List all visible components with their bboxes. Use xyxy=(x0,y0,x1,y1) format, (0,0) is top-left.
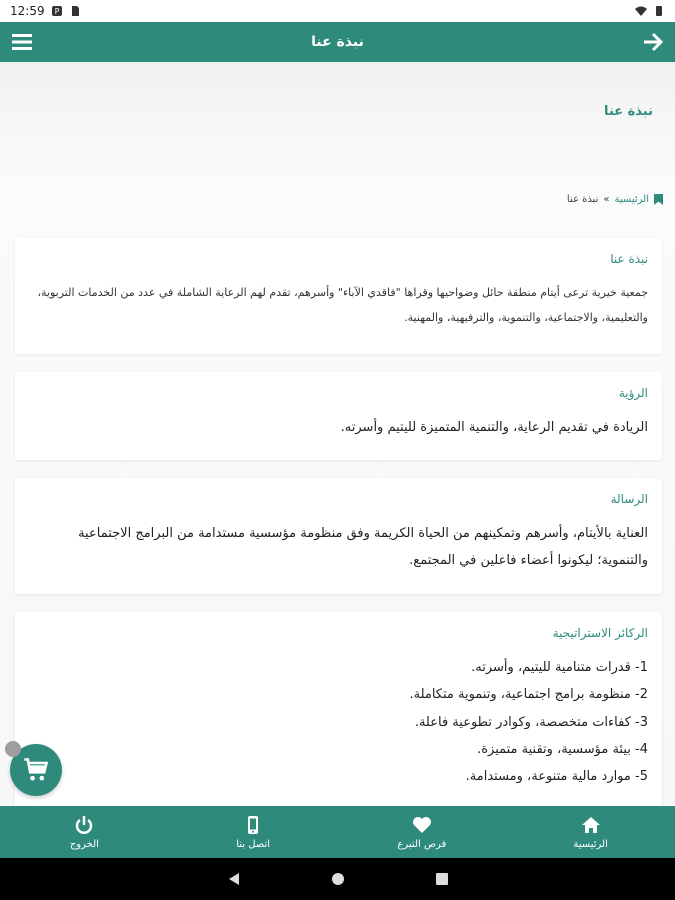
nav-contact-label: اتصل بنا xyxy=(236,838,271,850)
pillars-list xyxy=(29,654,648,790)
list-item: 4- بيئة مؤسسية، وتقنية متميزة. xyxy=(477,741,648,757)
bottom-navigation xyxy=(0,806,675,858)
nav-contact[interactable] xyxy=(169,806,338,858)
home-icon xyxy=(581,815,601,835)
bookmark-icon xyxy=(654,194,663,205)
nav-logout-label: الخروج xyxy=(69,838,99,850)
home-circle-icon[interactable] xyxy=(331,872,345,886)
list-item: 1- قدرات متنامية لليتيم، وأسرته. xyxy=(471,660,648,675)
app-bar-title: نبذة عنا xyxy=(311,34,364,50)
wifi-icon xyxy=(635,5,647,17)
vision-card xyxy=(15,372,662,460)
about-card-body: جمعية خيرية ترعى أيتام منطقة حائل وضواحيها وقراها "فاقدي الآباء" وأسرهم، تقدم لهم الرعاية الشاملة في عدد من الخدمات التربوية، والتعليمية، والاجتماعية، والتنموية، والترفيهية، والمهنية. xyxy=(37,286,648,325)
pillars-card-title: الركائز الاستراتيجية xyxy=(552,626,648,640)
list-item: 3- كفاءات متخصصة، وكوادر تطوعية فاعلة. xyxy=(414,714,648,730)
list-item: 5- موارد مالية متنوعة، ومستدامة. xyxy=(465,769,648,785)
mission-card-title: الرسالة xyxy=(610,492,648,506)
mission-card-body: العناية بالأيتام، وأسرهم وتمكينهم من الحياة الكريمة وفق منظومة مؤسسية مستدامة من البرامج الاجتماعية والتنموية؛ ليكونوا أعضاء فاعلين في المجتمع. xyxy=(78,526,648,569)
mission-card xyxy=(15,478,662,594)
drag-handle-dot[interactable] xyxy=(5,741,21,757)
nav-logout[interactable] xyxy=(0,806,169,858)
page-title: نبذة عنا xyxy=(604,104,653,119)
sd-card-icon xyxy=(69,5,81,17)
back-arrow-icon[interactable] xyxy=(641,30,665,54)
app-notification-icon xyxy=(51,5,63,17)
breadcrumb-home-link[interactable]: الرئيسية xyxy=(614,194,649,205)
nav-donate[interactable] xyxy=(338,806,507,858)
power-icon xyxy=(74,815,94,835)
menu-icon[interactable] xyxy=(10,30,34,54)
status-time: 12:59 xyxy=(10,4,45,18)
phone-icon xyxy=(243,815,263,835)
about-card xyxy=(15,238,662,354)
about-card-title: نبذة عنا xyxy=(610,252,648,266)
breadcrumb-current: نبذة عنا xyxy=(566,194,599,205)
heart-icon xyxy=(412,815,432,835)
cart-icon xyxy=(22,756,50,784)
back-triangle-icon[interactable] xyxy=(227,872,241,886)
status-right xyxy=(635,5,665,17)
svg-text:P: P xyxy=(54,7,60,16)
status-left xyxy=(10,4,81,18)
battery-icon xyxy=(653,5,665,17)
status-bar xyxy=(0,0,675,22)
system-navigation-bar xyxy=(0,858,675,900)
nav-donate-label: فرص التبرع xyxy=(397,838,447,850)
vision-card-title: الرؤية xyxy=(618,386,648,400)
breadcrumb-separator: » xyxy=(603,194,610,205)
breadcrumb xyxy=(567,194,663,205)
main-content[interactable] xyxy=(0,62,675,806)
list-item: 2- منظومة برامج اجتماعية، وتنموية متكاملة. xyxy=(409,687,648,703)
nav-home-label: الرئيسية xyxy=(573,838,608,850)
vision-card-body: الريادة في تقديم الرعاية، والتنمية المتميزة لليتيم وأسرته. xyxy=(340,420,648,435)
app-bar xyxy=(0,22,675,62)
pillars-card xyxy=(15,612,662,806)
nav-home[interactable] xyxy=(506,806,675,858)
recents-square-icon[interactable] xyxy=(435,872,449,886)
